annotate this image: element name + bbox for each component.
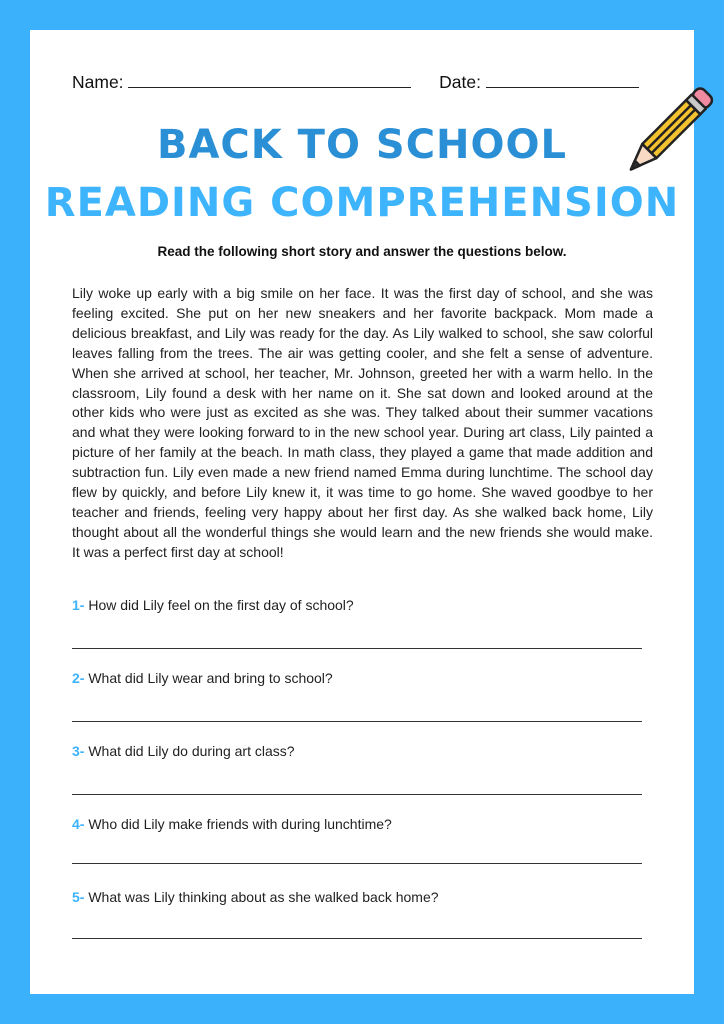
question-text: What did Lily wear and bring to school? xyxy=(88,670,333,686)
question-number: 2- xyxy=(72,670,85,686)
answer-line-5[interactable] xyxy=(72,938,642,939)
story-text: Lily woke up early with a big smile on her face. It was the first day of school, and she was feeling excited. She put on her new sneakers and her favorite backpack. Mom made a delicious breakfast, and Lily was ready for the day. As Lily walked to school, she saw colorful leaves falling from the trees. The air was getting cooler, and she felt a sense of adventure. When she arrived at school, her teacher, Mr. Johnson, greeted her with a warm hello. In the classroom, Lily found a desk with her name on it. She sat down and looked around at the other kids who were just as excited as she was. They talked about their summer vacations and what they were looking forward to in the new school year. During art class, Lily painted a picture of her family at the beach. In math class, they played a game that made addition and subtraction fun. Lily even made a new friend named Emma during lunchtime. The school day flew by quickly, and before Lily knew it, it was time to go home. She waved goodbye to her teacher and friends, feeling very happy about her first day. As she walked back home, Lily thought about all the wonderful things she would learn and the new friends she would make. It was a perfect first day at school! xyxy=(72,285,653,560)
question-number: 1- xyxy=(72,597,85,613)
title-line-1: BACK TO SCHOOL xyxy=(156,122,568,168)
name-label: Name: xyxy=(72,72,124,92)
question-2 xyxy=(72,670,333,686)
answer-line-2[interactable] xyxy=(72,721,642,722)
question-text: Who did Lily make friends with during lunchtime? xyxy=(88,816,392,832)
question-text: What did Lily do during art class? xyxy=(88,743,295,759)
name-date-row xyxy=(72,72,639,93)
question-text: How did Lily feel on the first day of school? xyxy=(88,597,354,613)
question-text: What was Lily thinking about as she walked back home? xyxy=(88,889,439,905)
answer-line-1[interactable] xyxy=(72,648,642,649)
date-label: Date: xyxy=(439,72,481,92)
question-number: 5- xyxy=(72,889,85,905)
question-4 xyxy=(72,816,392,832)
answer-line-3[interactable] xyxy=(72,794,642,795)
name-field[interactable] xyxy=(128,73,411,88)
instructions: Read the following short story and answer the questions below. xyxy=(157,244,567,259)
question-number: 4- xyxy=(72,816,85,832)
answer-line-4[interactable] xyxy=(72,863,642,864)
title-line-2: READING COMPREHENSION xyxy=(44,180,680,226)
question-number: 3- xyxy=(72,743,85,759)
question-1 xyxy=(72,597,354,613)
question-3 xyxy=(72,743,295,759)
worksheet-page xyxy=(30,30,694,994)
question-5 xyxy=(72,889,439,905)
